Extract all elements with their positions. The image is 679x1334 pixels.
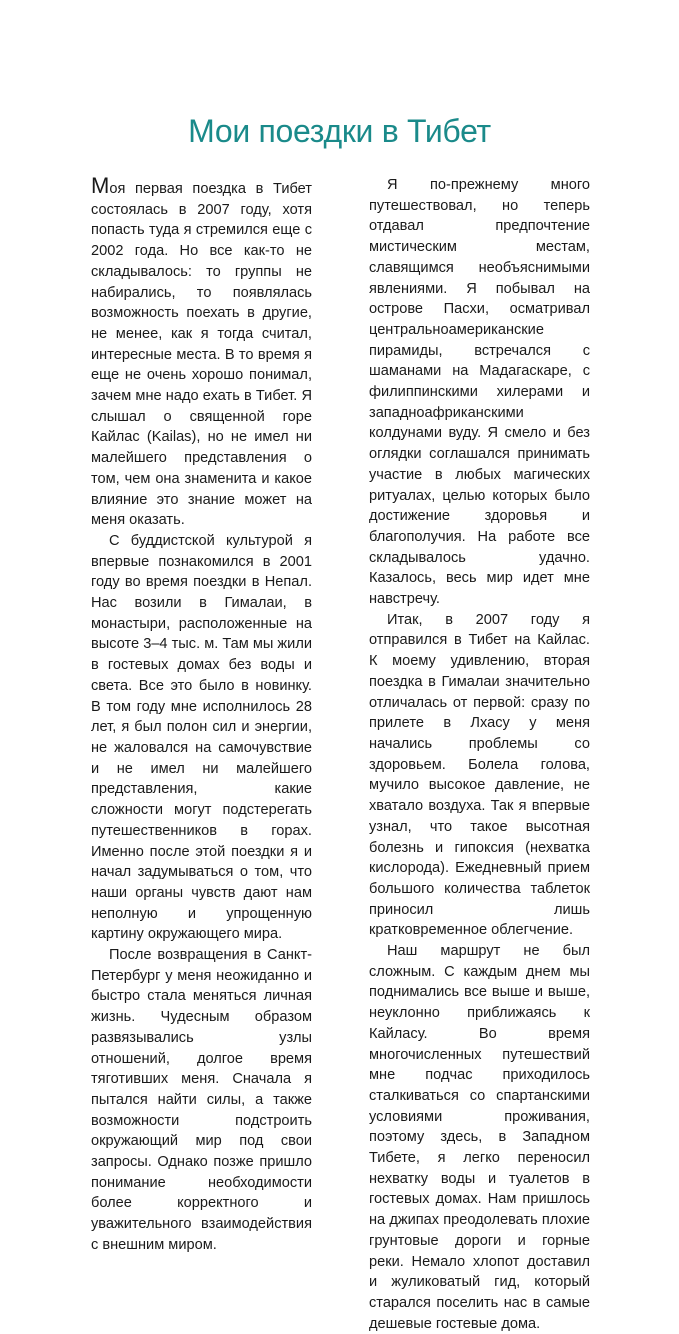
left-column (91, 175, 312, 1256)
right-column (369, 175, 590, 1334)
dropcap: М (91, 173, 110, 198)
paragraph: С буддистской культурой я впервые познакомился в 2001 году во время поездки в Непал. Нас возили в Гималаи, в монастыри, расположенные на высоте 3–4 тыс. м. Там мы жили в гостевых домах без воды и света. Все это было в новинку. В том году мне исполнилось 28 лет, я был полон сил и энергии, не жаловался на самочувствие и не имел ни малейшего представления, какие сложности могут подстерегать путешественников в горах. Именно после этой поездки я и начал задумываться о том, что наши органы чувств дают нам неполную и упрощенную картину окружающего мира. (91, 532, 312, 943)
paragraph: После возвращения в Санкт-Петербург у меня неожиданно и быстро стала меняться личная жизнь. Чудесным образом развязывались узлы отношений, долгое время тяготивших меня. Сначала я пытался найти силы, а также возможности подстроить окружающий мир под свои запросы. Однако позже пришло понимание необходимости более корректного и уважительного взаимодействия с внешним миром. (91, 947, 312, 1253)
page-title: Мои поездки в Тибет (188, 113, 491, 149)
paragraph: Итак, в 2007 году я отправился в Тибет на Кайлас. К моему удивлению, вторая поездка в Гималаи значительно отличалась от первой: сразу по прилете в Лхасу у меня начались проблемы со здоровьем. Болела голова, мучило высокое давление, не хватало воздуха. Так я впервые узнал, что такое высотная болезнь и гипоксия (нехватка кислорода). Ежедневный прием большого количества таблеток приносил лишь кратковременное облегчение. (369, 611, 590, 939)
paragraph: Наш маршрут не был сложным. С каждым днем мы поднимались все выше и выше, неуклонно приближаясь к Кайласу. Во время многочисленных путешествий мне подчас приходилось сталкиваться со спартанскими условиями проживания, поэтому здесь, в Западном Тибете, я легко переносил нехватку воды и туалетов в гостевых домах. Нам пришлось на джипах преодолевать плохие грунтовые дороги и горные реки. Немало хлопот доставил и жуликоватый гид, который старался поселить нас в самые дешевые гостевые дома. (369, 943, 590, 1332)
paragraph-text: оя первая поездка в Тибет состоялась в 2007 году, хотя попасть туда я стремился еще с 2002 года. Но все как-то не складывалось: то группы не набирались, то появлялась возможность поехать в другие, не менее, как я тогда считал, интересные места. В то время я еще не очень хорошо понимал, зачем мне надо ехать в Тибет. Я слышал о священной горе Кайлас (Kailas), но не имел ни малейшего представления о том, чем она знаменита и какое влияние это знание может на меня оказать. (91, 181, 312, 529)
paragraph: Я по-прежнему много путешествовал, но теперь отдавал предпочтение мистическим местам, славящимся необъяснимыми явлениями. Я побывал на острове Пасхи, осматривал центральноамериканские пирамиды, встречался с шаманами на Мадагаскаре, с филиппинскими хилерами и западноафриканскими колдунами вуду. Я смело и без оглядки соглашался принимать участие в любых магических ритуалах, целью которых было достижение здоровья и благополучия. На работе все складывалось удачно. Казалось, весь мир идет мне навстречу. (369, 177, 590, 608)
paragraph (91, 175, 312, 531)
